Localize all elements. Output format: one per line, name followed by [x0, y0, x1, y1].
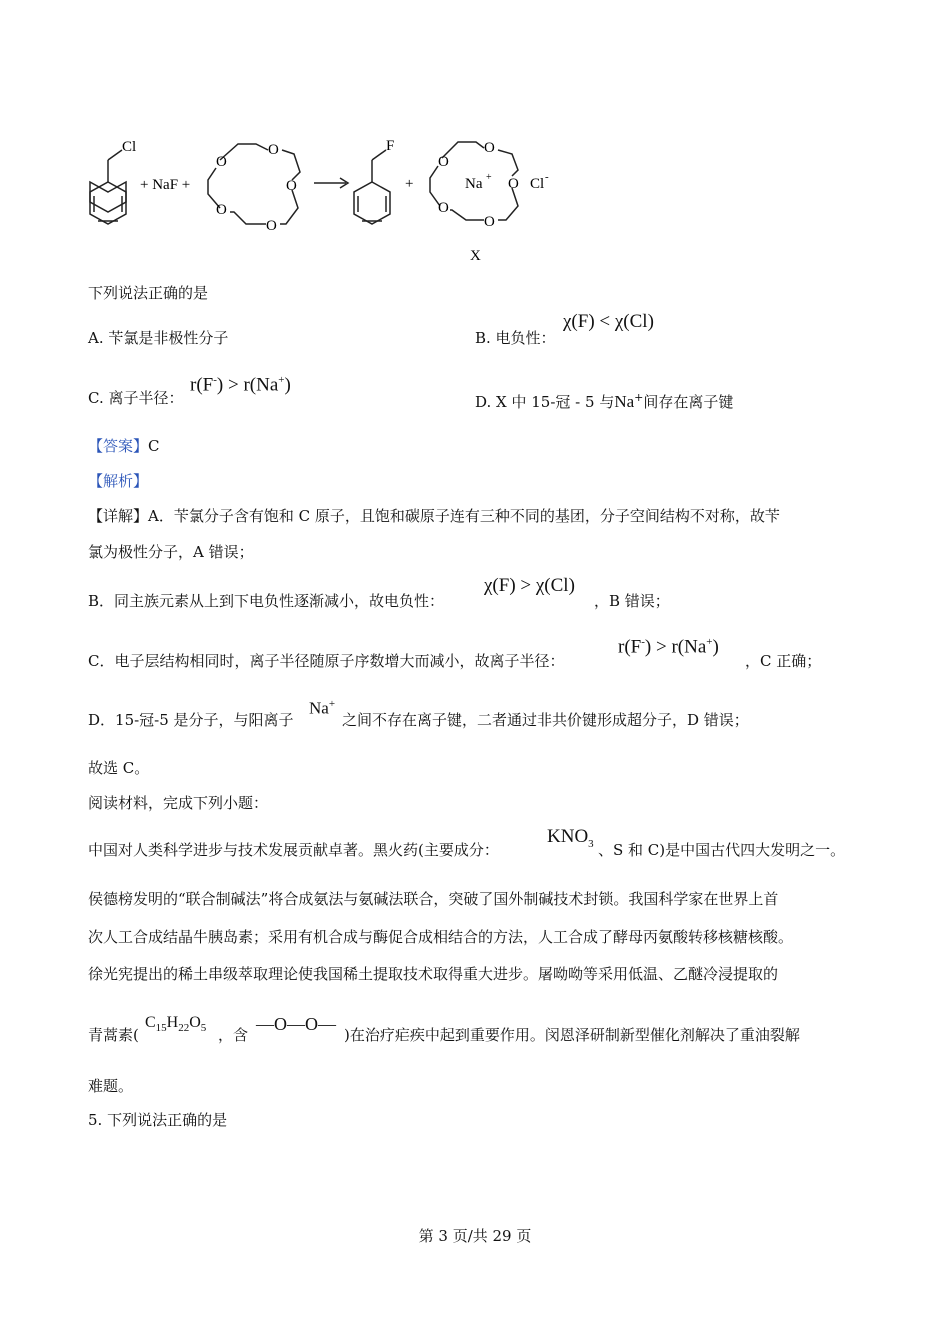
kno3-sub: 3 — [588, 837, 594, 850]
kno3-base: KNO — [547, 826, 589, 847]
formula-o-sub: 5 — [200, 1022, 207, 1035]
answer-label: 【答案】 — [88, 437, 149, 455]
reaction-arrow — [314, 178, 348, 188]
complex-o-5: O — [438, 200, 449, 216]
reading-p1-a: 中国对人类科学进步与技术发展贡献卓著。黑火药(主要成分： — [88, 841, 499, 859]
option-c-prefix: C. 离子半径： — [88, 389, 184, 407]
detail-c-formula-right: ) — [712, 636, 719, 658]
option-c-formula-mid: ) > r(Na — [216, 374, 279, 396]
question5-stem: 5. 下列说法正确的是 — [88, 1111, 228, 1129]
formula-c-sub: 15 — [155, 1022, 167, 1035]
crown-o-5: O — [216, 202, 227, 218]
complex-o-3: O — [508, 176, 519, 192]
detail-a-line1 — [88, 506, 780, 526]
detail-label: 【详解】 — [88, 507, 149, 525]
plus-sign: + — [405, 176, 414, 192]
artemisinin-formula — [145, 1014, 206, 1034]
detail-c-end: ，C 正确； — [745, 652, 822, 670]
detail-conclusion: 故选 C。 — [88, 759, 150, 777]
formula-h-sub: 22 — [178, 1022, 190, 1035]
detail-c-formula-left: r(F — [618, 636, 642, 658]
reading-p1-b: 、S 和 C)是中国古代四大发明之一。 — [598, 841, 846, 859]
detail-d-text: D．15-冠-5 是分子，与阳离子 — [88, 711, 294, 729]
benzyl-chloride-structure — [90, 150, 126, 224]
reading-p2: 侯德榜发明的“联合制碱法”将合成氨法与氨碱法联合，突破了国外制碱技术封锁。我国科学家在世界上首 — [88, 890, 779, 908]
detail-d-na: Na+ — [309, 698, 336, 718]
reading-intro: 阅读材料，完成下列小题： — [88, 794, 269, 812]
plus-naf-text: + NaF + — [140, 177, 191, 193]
complex-o-4: O — [484, 214, 495, 230]
benzyl-fluoride-structure — [354, 150, 390, 224]
formula-h: H — [166, 1014, 179, 1031]
reading-p5-b: ，含 — [218, 1026, 249, 1044]
option-d-na: Na — [614, 392, 635, 411]
detail-b-text: B．同主族元素从上到下电负性逐渐减小，故电负性： — [88, 592, 445, 610]
option-b — [475, 328, 556, 348]
option-d-suffix: 间存在离子键 — [643, 393, 734, 411]
product-label-x: X — [470, 248, 481, 264]
reading-p5-a: 青蒿素( — [88, 1026, 139, 1044]
chloride-ion-label: Cl — [530, 176, 545, 192]
option-d: D. X 中 15-冠 - 5 与Na+间存在离子键 — [475, 391, 734, 411]
chloride-charge: - — [545, 171, 549, 183]
option-d-prefix: D. X 中 15-冠 - 5 与 — [475, 393, 615, 411]
answer-line — [88, 436, 160, 456]
question-stem: 下列说法正确的是 — [88, 284, 209, 302]
reaction-scheme — [80, 120, 580, 270]
option-b-prefix: B. 电负性： — [475, 329, 556, 347]
detail-b-end: ，B 错误； — [594, 592, 670, 610]
detail-d-na-text: Na — [309, 698, 329, 718]
option-a: A. 苄氯是非极性分子 — [88, 329, 229, 347]
detail-a-line2: 氯为极性分子，A 错误； — [88, 543, 254, 561]
crown-o-4: O — [266, 218, 277, 234]
reading-p6: 难题。 — [88, 1077, 134, 1095]
kno3-formula — [547, 826, 594, 850]
cl-atom-label: Cl — [122, 139, 137, 155]
detail-c-text: C．电子层结构相同时，离子半径随原子序数增大而减小，故离子半径： — [88, 652, 565, 670]
answer-value: C — [148, 437, 160, 455]
crown-o-1: O — [216, 154, 227, 170]
reading-p4: 徐光宪提出的稀土串级萃取理论使我国稀土提取技术取得重大进步。屠呦呦等采用低温、乙醚冷浸提取的 — [88, 965, 779, 983]
option-b-formula: χ(F) < χ(Cl) — [563, 311, 654, 332]
detail-c-formula: r(F-) > r(Na+) — [618, 636, 719, 658]
complex-o-1: O — [438, 154, 449, 170]
complex-o-2: O — [484, 140, 495, 156]
crown-o-3: O — [286, 178, 297, 194]
page-footer: 第 3 页/共 29 页 — [418, 1227, 532, 1245]
option-c-formula: r(F-) > r(Na+) — [190, 374, 291, 396]
sodium-ion-label: Na — [465, 176, 483, 192]
option-c-formula-right: ) — [284, 374, 291, 396]
option-c-formula-left: r(F — [190, 374, 214, 396]
detail-a-text: A．苄氯分子含有饱和 C 原子，且饱和碳原子连有三种不同的基团，分子空间结构不对称，故苄 — [148, 507, 780, 525]
sodium-charge: + — [486, 172, 492, 183]
detail-d-end: 之间不存在离子键，二者通过非共价键形成超分子，D 错误； — [342, 711, 749, 729]
reading-p3: 次人工合成结晶牛胰岛素；采用有机合成与酶促合成相结合的方法，人工合成了酵母丙氨酸转移核糖核酸。 — [88, 928, 794, 946]
analysis-label: 【解析】 — [88, 472, 149, 490]
reading-p1 — [88, 840, 499, 860]
f-atom-label: F — [386, 138, 395, 154]
reading-p5-c: )在治疗疟疾中起到重要作用。闵恩泽研制新型催化剂解决了重油裂解 — [344, 1026, 800, 1044]
formula-c: C — [145, 1014, 156, 1031]
formula-o: O — [189, 1014, 201, 1031]
detail-b-formula: χ(F) > χ(Cl) — [484, 575, 575, 596]
detail-c-formula-mid: ) > r(Na — [644, 636, 707, 658]
crown-o-2: O — [268, 142, 279, 158]
peroxide-group: —O—O— — [256, 1014, 336, 1034]
